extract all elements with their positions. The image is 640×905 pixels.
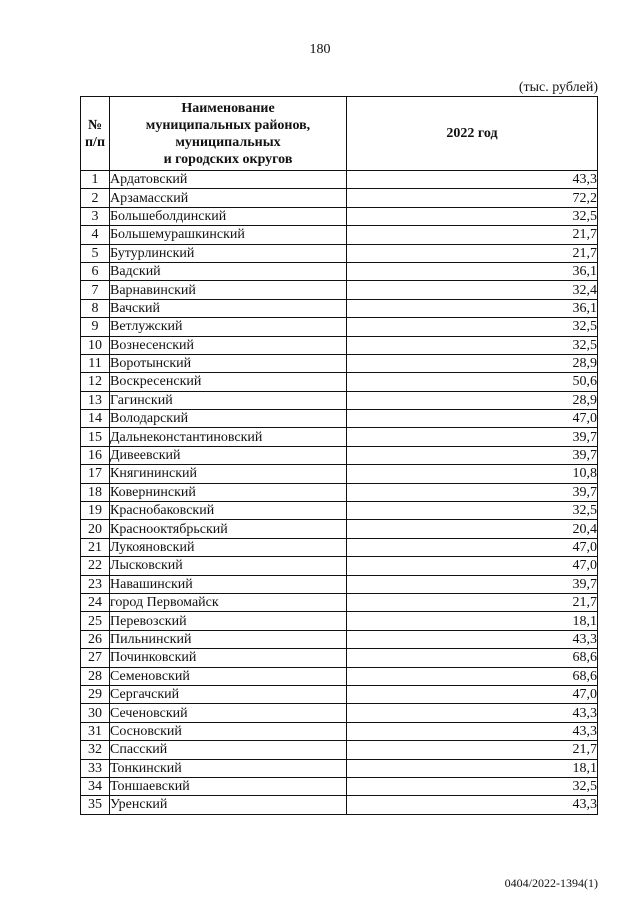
row-value: 32,5 — [347, 502, 598, 520]
table-row — [81, 502, 598, 520]
table-row — [81, 557, 598, 575]
row-number: 7 — [81, 281, 110, 299]
row-value: 47,0 — [347, 685, 598, 703]
table-row — [81, 465, 598, 483]
row-name: Сергачский — [110, 685, 347, 703]
row-number: 27 — [81, 649, 110, 667]
table-row — [81, 171, 598, 189]
row-value: 68,6 — [347, 667, 598, 685]
row-name: Воскресенский — [110, 373, 347, 391]
row-name: Починковский — [110, 649, 347, 667]
header-number-line: № — [87, 117, 103, 133]
row-number: 3 — [81, 207, 110, 225]
header-number-line: п/п — [84, 134, 106, 150]
row-value: 32,5 — [347, 336, 598, 354]
header-name-line: муниципальных — [175, 134, 281, 150]
row-name: Воротынский — [110, 354, 347, 372]
units-label: (тыс. рублей) — [518, 80, 598, 95]
row-number: 11 — [81, 354, 110, 372]
row-number: 21 — [81, 538, 110, 556]
row-number: 17 — [81, 465, 110, 483]
row-value: 21,7 — [347, 741, 598, 759]
row-name: Большемурашкинский — [110, 226, 347, 244]
row-name: Уренский — [110, 796, 347, 814]
row-value: 18,1 — [347, 612, 598, 630]
row-number: 13 — [81, 391, 110, 409]
row-name: Володарский — [110, 410, 347, 428]
row-number: 34 — [81, 777, 110, 795]
row-value: 72,2 — [347, 189, 598, 207]
row-value: 43,3 — [347, 796, 598, 814]
table-row — [81, 741, 598, 759]
row-value: 32,4 — [347, 281, 598, 299]
table-row — [81, 354, 598, 372]
row-value: 36,1 — [347, 262, 598, 280]
row-name: Сеченовский — [110, 704, 347, 722]
row-name: Лысковский — [110, 557, 347, 575]
row-value: 43,3 — [347, 630, 598, 648]
row-number: 25 — [81, 612, 110, 630]
row-value: 10,8 — [347, 465, 598, 483]
row-value: 18,1 — [347, 759, 598, 777]
row-name: Семеновский — [110, 667, 347, 685]
row-name: Вачский — [110, 299, 347, 317]
row-value: 21,7 — [347, 244, 598, 262]
row-number: 1 — [81, 171, 110, 189]
row-value: 36,1 — [347, 299, 598, 317]
table-row — [81, 759, 598, 777]
table-row — [81, 796, 598, 814]
table-row — [81, 704, 598, 722]
row-name: Лукояновский — [110, 538, 347, 556]
table-row — [81, 244, 598, 262]
row-number: 19 — [81, 502, 110, 520]
row-number: 5 — [81, 244, 110, 262]
table-row — [81, 685, 598, 703]
row-name: Варнавинский — [110, 281, 347, 299]
table-row — [81, 575, 598, 593]
header-name-line: муниципальных районов, — [145, 117, 311, 133]
row-name: город Первомайск — [110, 593, 347, 611]
document-code: 0404/2022-1394(1) — [504, 876, 598, 890]
row-value: 39,7 — [347, 483, 598, 501]
table-row — [81, 207, 598, 225]
row-name: Гагинский — [110, 391, 347, 409]
row-number: 2 — [81, 189, 110, 207]
row-number: 15 — [81, 428, 110, 446]
table-row — [81, 446, 598, 464]
table-row — [81, 483, 598, 501]
row-number: 29 — [81, 685, 110, 703]
row-name: Тонкинский — [110, 759, 347, 777]
row-value: 21,7 — [347, 593, 598, 611]
row-number: 9 — [81, 318, 110, 336]
header-name — [110, 97, 347, 171]
row-value: 39,7 — [347, 428, 598, 446]
row-value: 47,0 — [347, 557, 598, 575]
row-name: Дальнеконстантиновский — [110, 428, 347, 446]
table-row — [81, 722, 598, 740]
row-number: 35 — [81, 796, 110, 814]
row-number: 31 — [81, 722, 110, 740]
row-number: 12 — [81, 373, 110, 391]
row-value: 43,3 — [347, 704, 598, 722]
row-value: 21,7 — [347, 226, 598, 244]
row-number: 30 — [81, 704, 110, 722]
header-name-line: и городских округов — [163, 151, 293, 167]
row-name: Пильнинский — [110, 630, 347, 648]
row-number: 4 — [81, 226, 110, 244]
table-row — [81, 299, 598, 317]
row-name: Ардатовский — [110, 171, 347, 189]
row-value: 32,5 — [347, 318, 598, 336]
row-name: Ветлужский — [110, 318, 347, 336]
row-value: 20,4 — [347, 520, 598, 538]
table-row — [81, 520, 598, 538]
row-name: Ковернинский — [110, 483, 347, 501]
table-row — [81, 410, 598, 428]
row-name: Арзамасский — [110, 189, 347, 207]
table-row — [81, 667, 598, 685]
table-row — [81, 373, 598, 391]
table-row — [81, 428, 598, 446]
table-row — [81, 612, 598, 630]
header-year: 2022 год — [347, 97, 598, 171]
row-number: 20 — [81, 520, 110, 538]
table-row — [81, 538, 598, 556]
row-value: 68,6 — [347, 649, 598, 667]
row-name: Краснобаковский — [110, 502, 347, 520]
row-name: Бутурлинский — [110, 244, 347, 262]
table-row — [81, 777, 598, 795]
row-number: 14 — [81, 410, 110, 428]
row-name: Сосновский — [110, 722, 347, 740]
table-row — [81, 391, 598, 409]
row-value: 32,5 — [347, 777, 598, 795]
row-name: Вадский — [110, 262, 347, 280]
table-row — [81, 593, 598, 611]
row-number: 28 — [81, 667, 110, 685]
header-number — [81, 97, 110, 171]
row-name: Вознесенский — [110, 336, 347, 354]
row-number: 23 — [81, 575, 110, 593]
row-name: Спасский — [110, 741, 347, 759]
row-name: Большеболдинский — [110, 207, 347, 225]
row-value: 47,0 — [347, 410, 598, 428]
table-header-row — [81, 97, 598, 171]
row-value: 39,7 — [347, 575, 598, 593]
row-name: Тоншаевский — [110, 777, 347, 795]
row-value: 32,5 — [347, 207, 598, 225]
header-name-line: Наименование — [181, 100, 275, 116]
row-number: 8 — [81, 299, 110, 317]
row-value: 39,7 — [347, 446, 598, 464]
table-row — [81, 262, 598, 280]
row-number: 18 — [81, 483, 110, 501]
table-row — [81, 318, 598, 336]
table-row — [81, 226, 598, 244]
row-number: 22 — [81, 557, 110, 575]
row-number: 16 — [81, 446, 110, 464]
row-name: Краснооктябрьский — [110, 520, 347, 538]
row-number: 24 — [81, 593, 110, 611]
table-row — [81, 649, 598, 667]
row-value: 28,9 — [347, 354, 598, 372]
row-value: 28,9 — [347, 391, 598, 409]
row-value: 43,3 — [347, 722, 598, 740]
table-row — [81, 630, 598, 648]
row-number: 10 — [81, 336, 110, 354]
row-name: Княгининский — [110, 465, 347, 483]
row-number: 6 — [81, 262, 110, 280]
row-number: 33 — [81, 759, 110, 777]
row-value: 43,3 — [347, 171, 598, 189]
table-row — [81, 336, 598, 354]
table-row — [81, 281, 598, 299]
row-name: Навашинский — [110, 575, 347, 593]
row-value: 50,6 — [347, 373, 598, 391]
page-number: 180 — [309, 42, 331, 57]
row-name: Дивеевский — [110, 446, 347, 464]
budget-table — [80, 96, 598, 815]
row-name: Перевозский — [110, 612, 347, 630]
row-number: 32 — [81, 741, 110, 759]
row-number: 26 — [81, 630, 110, 648]
table-row — [81, 189, 598, 207]
row-value: 47,0 — [347, 538, 598, 556]
